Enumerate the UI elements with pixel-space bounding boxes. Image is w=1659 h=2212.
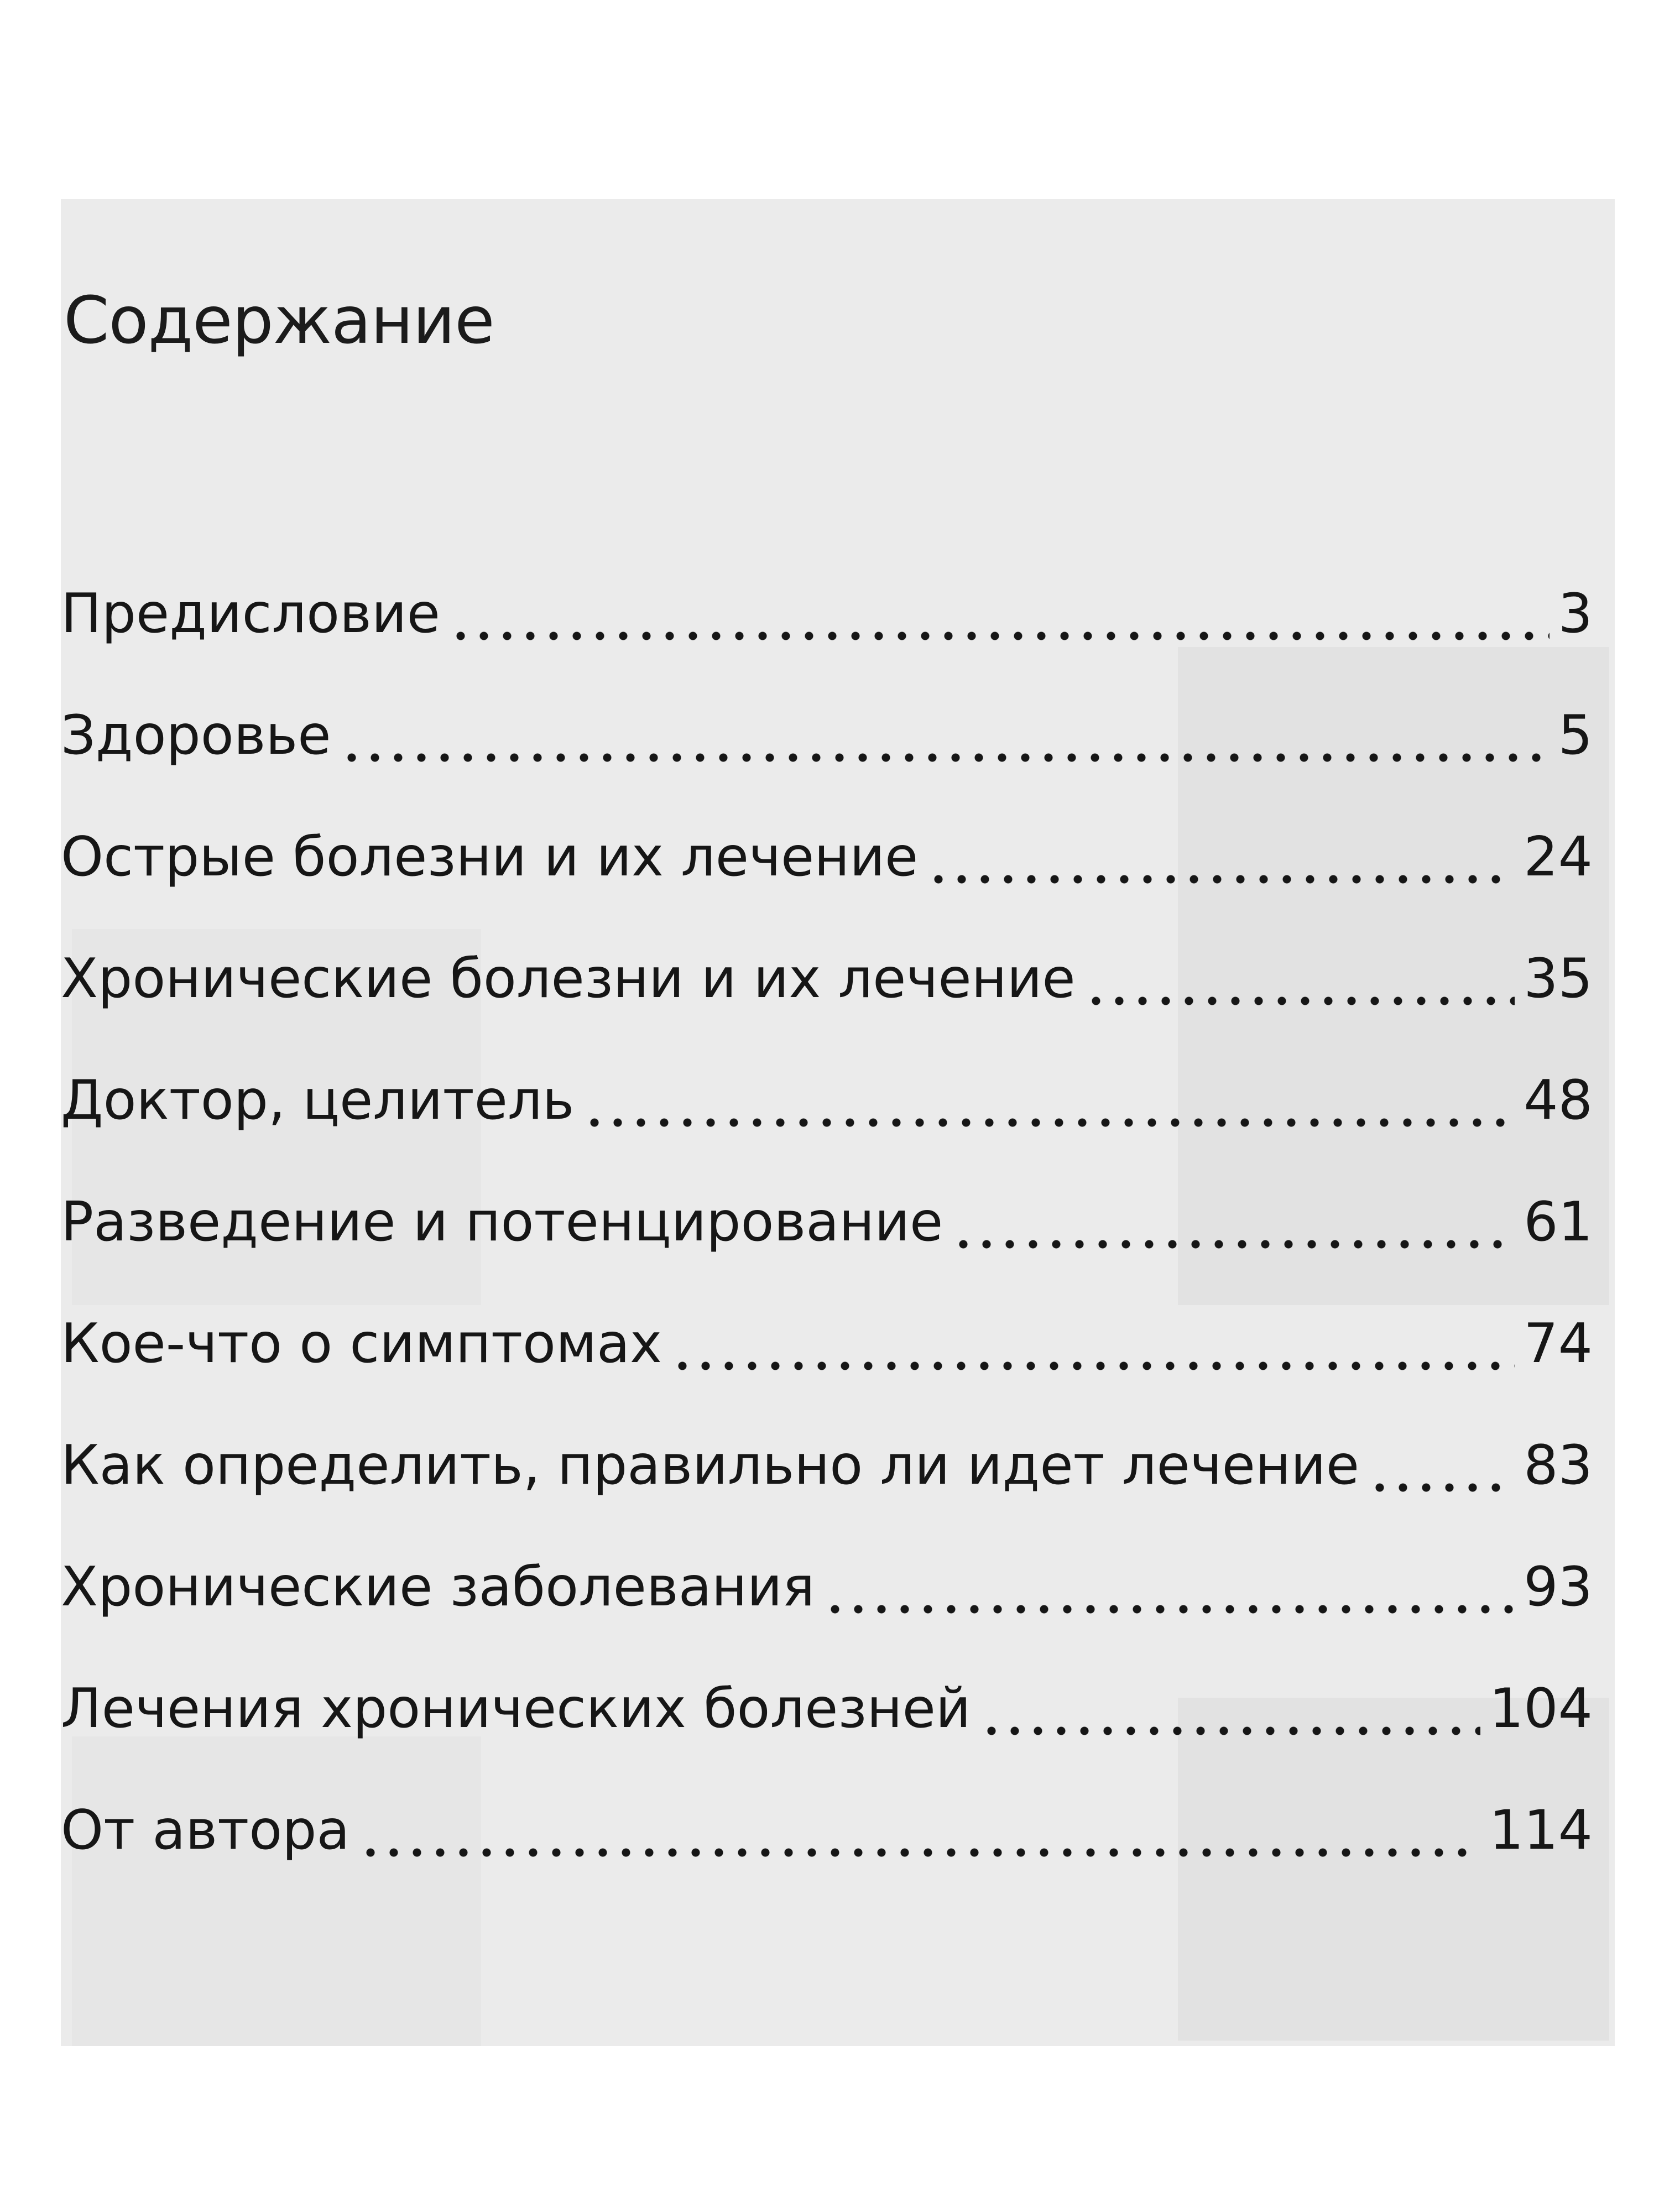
toc-entry: [61, 1161, 1593, 1283]
toc-entry-page: 74: [1524, 1312, 1593, 1375]
toc-entry-label: От автора: [61, 1799, 350, 1862]
toc-entry-label: Хронические заболевания: [61, 1556, 815, 1619]
toc-entry-label: Доктор, целитель: [61, 1069, 575, 1132]
dot-leader: [449, 630, 1550, 641]
toc-entry-page: 35: [1524, 947, 1593, 1010]
toc-entry-label: Хронические болезни и их лечение: [61, 947, 1076, 1010]
book-page: [61, 199, 1615, 2046]
toc-entry: [61, 553, 1593, 675]
toc-entry-label: Как определить, правильно ли идет лечение: [61, 1434, 1360, 1497]
dot-leader: [359, 1847, 1480, 1858]
toc-entry-page: 24: [1524, 826, 1593, 889]
toc-entry-page: 104: [1489, 1677, 1593, 1740]
table-of-contents: [61, 553, 1593, 1891]
toc-entry: [61, 796, 1593, 918]
toc-title: Содержание: [64, 282, 494, 358]
toc-entry: [61, 1648, 1593, 1770]
toc-entry: [61, 1405, 1593, 1526]
toc-entry-page: 61: [1524, 1191, 1593, 1254]
toc-entry-label: Разведение и потенцирование: [61, 1191, 943, 1254]
toc-entry: [61, 1283, 1593, 1405]
toc-entry: [61, 1526, 1593, 1648]
dot-leader: [340, 752, 1550, 763]
toc-entry-page: 5: [1558, 704, 1593, 767]
toc-entry-page: 3: [1558, 582, 1593, 645]
dot-leader: [980, 1725, 1480, 1736]
dot-leader: [823, 1604, 1515, 1615]
dot-leader: [671, 1360, 1515, 1371]
toc-entry-page: 93: [1524, 1556, 1593, 1619]
toc-entry-label: Острые болезни и их лечение: [61, 826, 919, 889]
dot-leader: [952, 1239, 1515, 1250]
toc-entry: [61, 918, 1593, 1040]
toc-entry-label: Предисловие: [61, 582, 440, 645]
dot-leader: [927, 874, 1515, 885]
toc-entry: [61, 1770, 1593, 1891]
toc-entry-page: 48: [1524, 1069, 1593, 1132]
toc-entry-page: 114: [1489, 1799, 1593, 1862]
toc-entry-label: Здоровье: [61, 704, 331, 767]
toc-entry-page: 83: [1524, 1434, 1593, 1497]
dot-leader: [1084, 995, 1515, 1006]
toc-entry: [61, 1040, 1593, 1161]
toc-entry: [61, 675, 1593, 796]
dot-leader: [583, 1117, 1515, 1128]
toc-entry-label: Кое-что о симптомах: [61, 1312, 662, 1375]
toc-entry-label: Лечения хронических болезней: [61, 1677, 971, 1740]
dot-leader: [1368, 1482, 1515, 1493]
